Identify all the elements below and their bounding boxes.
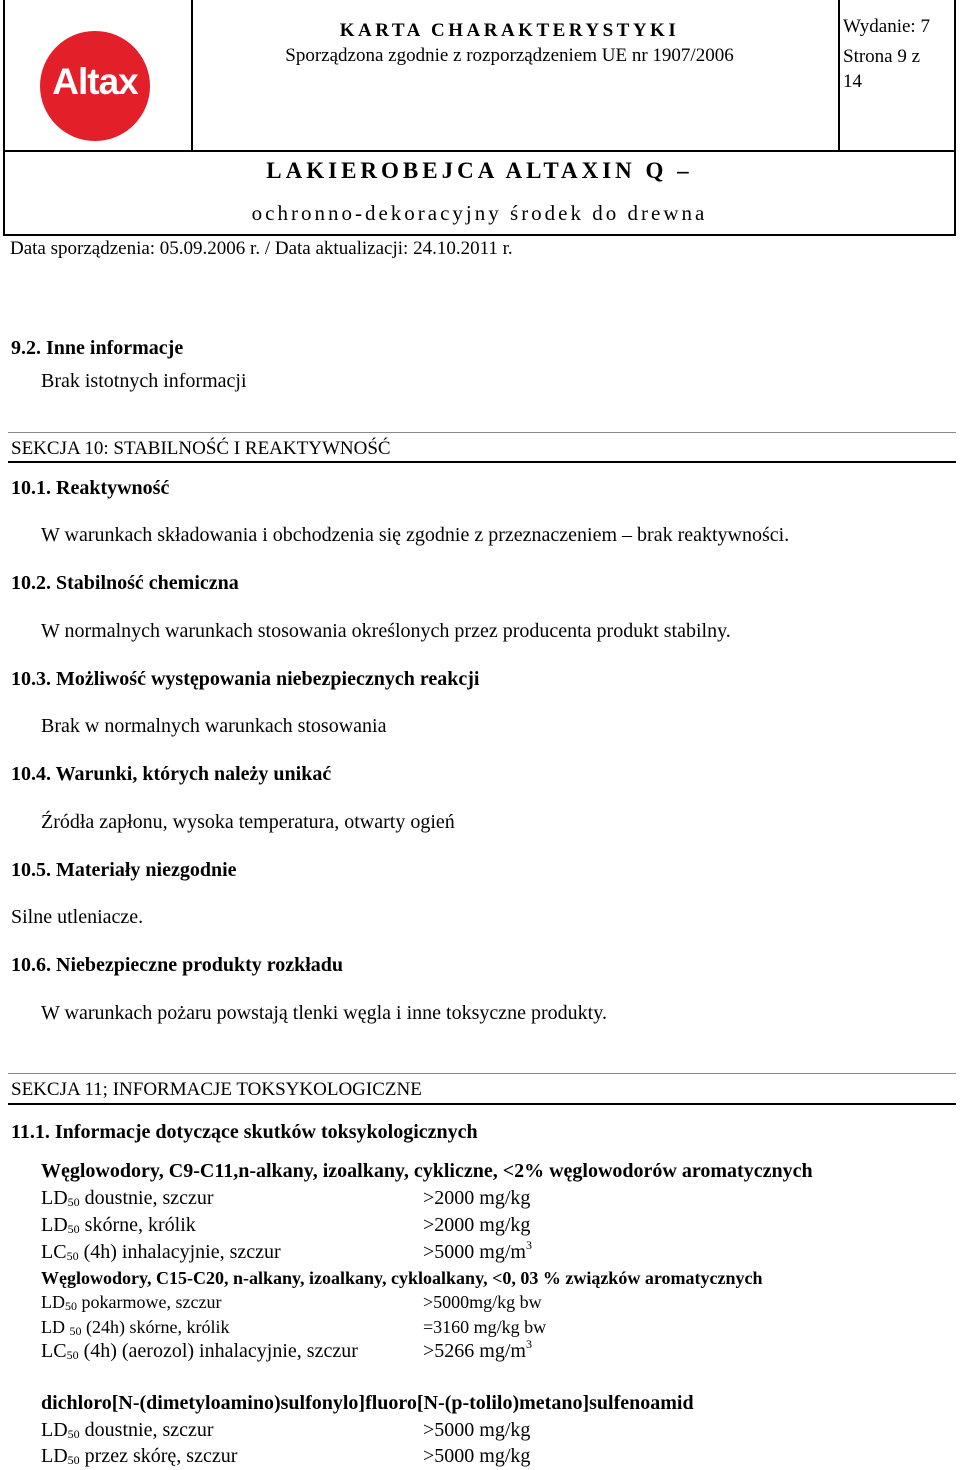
tox-row-label: LD $_{50}$ (24h) skórne, królik [41, 1317, 230, 1338]
product-name: LAKIEROBEJCA ALTAXIN Q – [266, 158, 693, 183]
subsection-heading: 11.1. Informacje dotyczące skutków toksykologicznych [11, 1121, 478, 1143]
subsection-text: Źródła zapłonu, wysoka temperatura, otwarty ogień [41, 811, 455, 833]
tox-row-label: $LD_{50}$ pokarmowe, szczur [41, 1292, 222, 1313]
tox-row-label: $LD_{50}$ przez skórę, szczur [41, 1445, 238, 1467]
substance-name: Węglowodory, C15-C20, n-alkany, izoalkany, cykloalkany, <0, 03 % związków aromatycznych [41, 1268, 763, 1288]
tox-row-label: $LD_{50}$ doustnie, szczur [41, 1419, 214, 1441]
subsection-heading: 10.1. Reaktywność [11, 477, 170, 499]
subsection-text: W normalnych warunkach stosowania określonych przez producenta produkt stabilny. [41, 620, 731, 642]
tox-row-value: >5266 $mg/m^3$ [423, 1337, 532, 1362]
logo-text: Altax [52, 61, 138, 102]
subsection-heading: 10.4. Warunki, których należy unikać [11, 763, 332, 785]
document-type: KARTA CHARAKTERYSTYKI [339, 20, 680, 41]
divider [5, 150, 954, 152]
subsection-text: Brak w normalnych warunkach stosowania [41, 715, 387, 737]
section-title: SEKCJA 11; INFORMACJE TOKSYKOLOGICZNE [8, 1079, 956, 1105]
tox-row-label: $LC_{50}$ (4h) inhalacyjnie, szczur [41, 1241, 281, 1263]
subsection-text: W warunkach składowania i obchodzenia się zgodnie z przeznaczeniem – brak reaktywności. [41, 524, 790, 546]
altax-logo [40, 31, 150, 141]
document-dates: Data sporządzenia: 05.09.2006 r. / Data aktualizacji: 24.10.2011 r. [10, 238, 513, 259]
subsection-heading: 9.2. Inne informacje [11, 337, 184, 359]
tox-row-value: >2000 mg/kg [423, 1187, 531, 1209]
subsection-heading: 10.6. Niebezpieczne produkty rozkładu [11, 954, 344, 976]
section-title: SEKCJA 10: STABILNOŚĆ I REAKTYWNOŚĆ [8, 438, 956, 463]
product-description: ochronno-dekoracyjny środek do drewna [251, 201, 708, 225]
page-number: Strona 9 z [843, 46, 921, 67]
tox-row-value: >5000mg/kg bw [423, 1292, 542, 1312]
subsection-heading: 10.5. Materiały niezgodnie [11, 859, 237, 881]
tox-row-label: $LD_{50}$ skórne, królik [41, 1214, 196, 1236]
subsection-heading: 10.3. Możliwość występowania niebezpiecznych reakcji [11, 668, 480, 690]
edition: Wydanie: 7 [843, 16, 930, 37]
regulation-note: Sporządzona zgodnie z rozporządzeniem UE nr 1907/2006 [285, 45, 734, 66]
tox-row-label: $LD_{50}$ doustnie, szczur [41, 1187, 214, 1209]
tox-row-label: $LC_{50}$ (4h) (aerozol) inhalacyjnie, szczur [41, 1340, 358, 1362]
substance-name: Węglowodory, C9-C11,n-alkany, izoalkany, cykliczne, <2% węglowodorów aromatycznych [41, 1160, 813, 1182]
tox-row-value: >5000 $mg/m^3$ [423, 1238, 532, 1263]
page-total: 14 [843, 71, 862, 92]
subsection-text: Brak istotnych informacji [41, 370, 247, 392]
divider [838, 0, 840, 150]
subsection-text: Silne utleniacze. [11, 906, 144, 928]
subsection-text: W warunkach pożaru powstają tlenki węgla i inne toksyczne produkty. [41, 1002, 607, 1024]
subsection-heading: 10.2. Stabilność chemiczna [11, 572, 239, 594]
tox-row-value: >2000 mg/kg [423, 1214, 531, 1236]
substance-name: dichloro[N-(dimetyloamino)sulfonylo]fluoro[N-(p-tolilo)metano]sulfenoamid [41, 1392, 694, 1414]
tox-row-value: >5000 mg/kg [423, 1445, 531, 1467]
tox-row-value: >5000 mg/kg [423, 1419, 531, 1441]
tox-row-value: =3160 mg/kg bw [423, 1317, 547, 1337]
